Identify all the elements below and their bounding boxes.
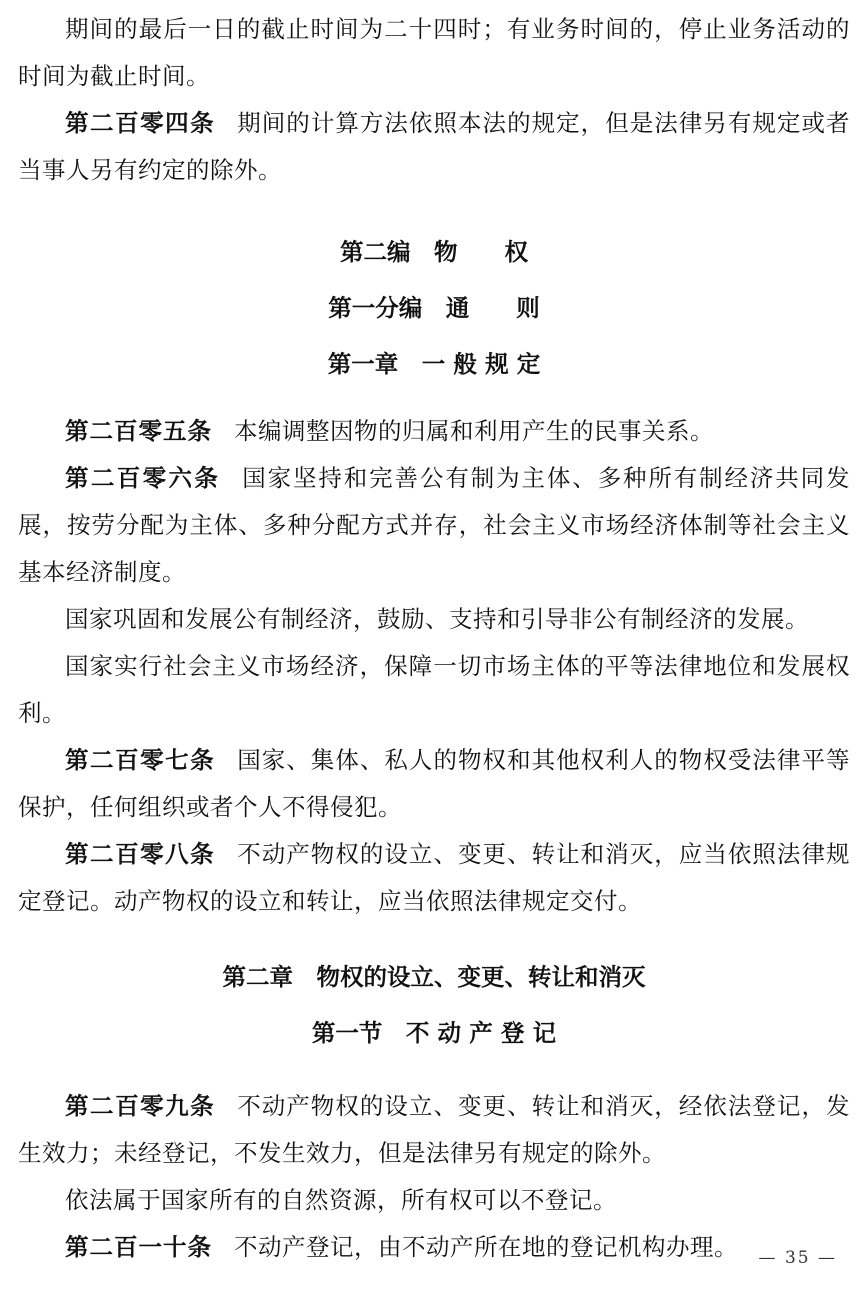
article-208 (18, 831, 850, 925)
article-text: 不动产登记，由不动产所在地的登记机构办理。 (234, 1233, 738, 1261)
article-206 (18, 455, 850, 596)
article-209 (18, 1083, 850, 1177)
article-204 (18, 100, 850, 194)
article-label: 第二百零七条 (65, 746, 216, 774)
article-label: 第二百零五条 (65, 417, 212, 445)
article-205 (18, 408, 850, 455)
article-text: 国家坚持和完善公有制为主体、多种所有制经济共同发展，按劳分配为主体、多种分配方式并存，社会主义市场经济体制等社会主义基本经济制度。 (18, 464, 851, 586)
article-text: 本编调整因物的归属和利用产生的民事关系。 (234, 417, 714, 445)
section-heading: 第一节 不 动 产 登 记 (311, 1019, 557, 1047)
article-label: 第二百零六条 (65, 464, 221, 492)
chapter-heading: 第一章 一 般 规 定 (327, 350, 541, 378)
article-206-para-3: 国家实行社会主义市场经济，保障一切市场主体的平等法律地位和发展权利。 (18, 652, 850, 727)
article-209-para-2: 依法属于国家所有的自然资源，所有权可以不登记。 (65, 1186, 617, 1214)
article-text: 不动产物权的设立、变更、转让和消灭，应当依照法律规定登记。动产物权的设立和转让，应当依照法律规定交付。 (18, 840, 851, 915)
article-206-para-2: 国家巩固和发展公有制经济，鼓励、支持和引导非公有制经济的发展。 (65, 605, 809, 633)
article-207 (18, 737, 850, 831)
page-number: — 35 — (758, 1248, 837, 1268)
article-text: 国家、集体、私人的物权和其他权利人的物权受法律平等保护，任何组织或者个人不得侵犯。 (18, 746, 851, 821)
document-page (18, 6, 850, 1271)
book-heading: 第二编 物 权 (340, 238, 528, 266)
article-label: 第二百零九条 (65, 1092, 216, 1120)
article-label: 第二百零八条 (65, 840, 216, 868)
article-text: 期间的计算方法依照本法的规定，但是法律另有规定或者当事人另有约定的除外。 (18, 109, 851, 184)
chapter-heading: 第二章 物权的设立、变更、转让和消灭 (222, 963, 646, 991)
article-text: 不动产物权的设立、变更、转让和消灭，经依法登记，发生效力；未经登记，不发生效力，但是法律另有规定的除外。 (18, 1092, 851, 1167)
article-210 (18, 1224, 850, 1271)
article-label: 第二百零四条 (65, 109, 216, 137)
part-heading: 第一分编 通 则 (328, 294, 540, 322)
article-label: 第二百一十条 (65, 1233, 212, 1261)
paragraph-period-end: 期间的最后一日的截止时间为二十四时；有业务时间的，停止业务活动的时间为截止时间。 (18, 15, 850, 90)
